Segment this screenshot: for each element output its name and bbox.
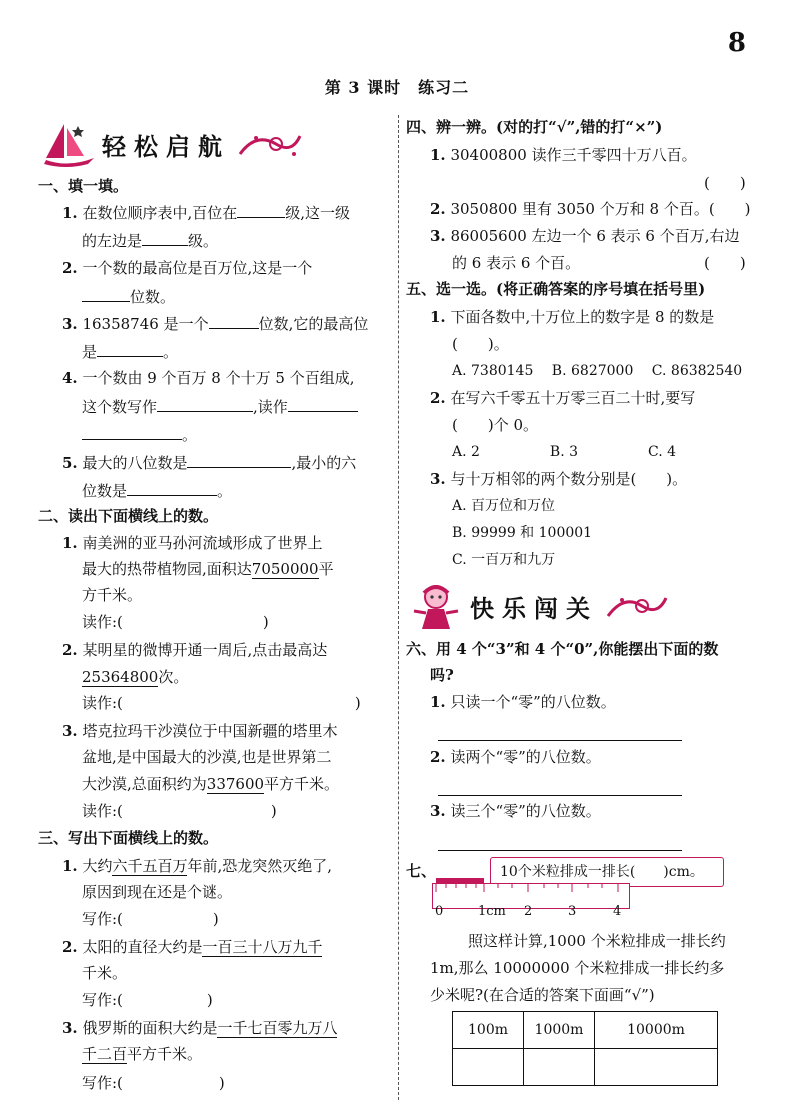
question-7-text-3: 少米呢?(在合适的答案下面画“√”) — [430, 986, 655, 1004]
underlined-words: 六千五百万 — [112, 857, 188, 875]
ruler-label-4: 4 — [613, 904, 622, 919]
answer-blank[interactable] — [237, 201, 285, 218]
answer-blank[interactable] — [209, 312, 259, 329]
question-1-2-cont: 位数。 — [82, 285, 175, 308]
read-answer-1: 读作:( ) — [82, 613, 269, 631]
section-5-title: 五、选一选。(将正确答案的序号填在括号里) — [406, 280, 706, 298]
question-1-4-cont2: 。 — [82, 423, 197, 446]
underlined-words: 一千七百零九万八 — [217, 1019, 338, 1037]
question-1-1-cont: 的左边是 级。 — [82, 229, 218, 252]
question-2-1-cont2: 方千米。 — [82, 586, 143, 604]
question-3-1-cont: 原因到现在还是个谜。 — [82, 883, 233, 901]
answer-blank[interactable] — [157, 395, 253, 412]
section-6-title: 六、用 4 个“3”和 4 个“0”,你能摆出下面的数 — [406, 640, 719, 658]
question-2-2: 2. 某明星的微博开通一周后,点击最高达 — [62, 641, 328, 659]
answer-blank[interactable] — [187, 451, 291, 468]
question-1-1: 1. 在数位顺序表中,百位在 级,这一级 — [62, 201, 350, 224]
question-3-3: 3. 俄罗斯的面积大约是一千七百零九万八 — [62, 1019, 338, 1037]
question-6-2: 2. 读两个“零”的八位数。 — [430, 748, 601, 766]
underlined-words: 一百三十八万九千 — [202, 938, 323, 956]
table-header-cell: 10000m — [595, 1012, 718, 1049]
underlined-number: 337600 — [206, 775, 265, 793]
question-6-3: 3. 读三个“零”的八位数。 — [430, 802, 601, 820]
question-4-3-cont: 的 6 表示 6 个百。 — [452, 254, 581, 272]
question-5-2-options: A. 2 B. 3 C. 4 — [452, 444, 677, 460]
ruler-label-3: 3 — [568, 904, 577, 919]
ruler-caption: 10个米粒排成一排长( )cm。 — [500, 864, 704, 880]
question-4-1: 1. 30400800 读作三千零四十万八百。 — [430, 146, 697, 164]
question-3-2: 2. 太阳的直径大约是一百三十八万九千 — [62, 938, 323, 956]
question-7-text: 照这样计算,1000 个米粒排成一排长约 — [468, 932, 726, 950]
question-5-2: 2. 在写六千零五十万零三百二十时,要写 — [430, 389, 696, 407]
section-3-title: 三、写出下面横线上的数。 — [38, 829, 219, 847]
question-2-3: 3. 塔克拉玛干沙漠位于中国新疆的塔里木 — [62, 722, 338, 740]
table-header-cell: 100m — [453, 1012, 524, 1049]
option-c: C. 一百万和九万 — [452, 552, 556, 568]
answer-line[interactable] — [438, 850, 682, 851]
question-1-2: 2. 一个数的最高位是百万位,这是一个 — [62, 259, 313, 277]
judge-paren-3[interactable]: ( ) — [704, 254, 746, 272]
underlined-words: 千二百 — [82, 1045, 128, 1063]
column-divider — [398, 115, 399, 1100]
section-7-title: 七、 — [406, 862, 437, 880]
question-3-1: 1. 大约六千五百万年前,恐龙突然灭绝了, — [62, 857, 333, 875]
banner-easy-start — [38, 118, 306, 170]
answer-blank[interactable] — [82, 423, 182, 440]
question-2-3-cont: 盆地,是中国最大的沙漠,也是世界第二 — [82, 748, 332, 766]
child-mascot-icon — [408, 581, 464, 631]
banner-title-right: 快乐闯关 — [470, 593, 598, 623]
answer-blank[interactable] — [82, 285, 130, 302]
answer-line[interactable] — [438, 795, 682, 796]
banner-title-left: 轻松启航 — [102, 131, 230, 161]
ruler-label-2: 2 — [524, 904, 533, 919]
question-2-3-cont2: 大沙漠,总面积约为337600平方千米。 — [82, 775, 340, 793]
question-2-1: 1. 南美洲的亚马孙河流域形成了世界上 — [62, 534, 323, 552]
question-3-2-cont: 千米。 — [82, 964, 128, 982]
write-answer-2: 写作:( ) — [82, 991, 213, 1009]
question-4-2: 2. 3050800 里有 3050 个万和 8 个百。( ) — [430, 200, 751, 218]
swirl-decoration-icon — [604, 586, 670, 626]
table-answer-cell[interactable] — [453, 1049, 524, 1086]
question-1-5: 5. 最大的八位数是 ,最小的六 — [62, 451, 356, 474]
sailboat-icon — [38, 120, 96, 168]
judge-paren-1[interactable]: ( ) — [704, 174, 746, 192]
question-5-1-paren[interactable]: ( )。 — [452, 335, 509, 353]
read-answer-3: 读作:( ) — [82, 802, 277, 820]
answer-line[interactable] — [438, 740, 682, 741]
question-5-3: 3. 与十万相邻的两个数分别是( )。 — [430, 470, 688, 488]
table-answer-cell[interactable] — [524, 1049, 595, 1086]
question-4-3: 3. 86005600 左边一个 6 表示 6 个百万,右边 — [430, 227, 740, 245]
question-7-text-2: 1m,那么 10000000 个米粒排成一排长约多 — [430, 959, 725, 977]
question-1-3: 3. 16358746 是一个 位数,它的最高位 — [62, 312, 368, 335]
answer-blank[interactable] — [142, 229, 188, 246]
answer-table — [452, 1011, 718, 1086]
question-5-1-options: A. 7380145 B. 6827000 C. 86382540 — [452, 363, 743, 379]
question-2-2-cont: 25364800次。 — [82, 668, 189, 686]
underlined-number: 7050000 — [251, 560, 319, 578]
swirl-decoration-icon — [236, 124, 306, 164]
underlined-number: 25364800 — [82, 668, 159, 686]
question-2-1-cont: 最大的热带植物园,面积达7050000平 — [82, 560, 334, 578]
option-a: A. 百万位和万位 — [452, 498, 556, 514]
page-number: 8 — [727, 28, 746, 58]
section-4-title: 四、辨一辨。(对的打“√”,错的打“×”) — [406, 118, 663, 136]
answer-blank[interactable] — [288, 395, 358, 412]
ruler-label-0: 0 — [435, 904, 444, 919]
section-6-title-cont: 吗? — [430, 666, 454, 684]
question-5-2-paren[interactable]: ( )个 0。 — [452, 416, 539, 434]
section-2-title: 二、读出下面横线上的数。 — [38, 507, 219, 525]
option-b: B. 99999 和 100001 — [452, 525, 593, 541]
answer-blank[interactable] — [97, 340, 163, 357]
question-1-3-cont: 是 。 — [82, 340, 178, 363]
section-1-title: 一、填一填。 — [38, 177, 129, 195]
question-5-1: 1. 下面各数中,十万位上的数字是 8 的数是 — [430, 308, 715, 326]
rice-grains-icon — [432, 878, 632, 896]
question-1-4-cont: 这个数写作 ,读作 — [82, 395, 358, 418]
banner-happy-challenge — [408, 580, 670, 632]
read-answer-2: 读作:( ) — [82, 694, 361, 712]
ruler-label-1: 1cm — [478, 904, 506, 919]
lesson-title: 第 3 课时 练习二 — [324, 78, 470, 97]
write-answer-1: 写作:( ) — [82, 910, 219, 928]
question-6-1: 1. 只读一个“零”的八位数。 — [430, 693, 616, 711]
question-1-4: 4. 一个数由 9 个百万 8 个十万 5 个百组成, — [62, 369, 355, 387]
question-3-3-cont: 千二百平方千米。 — [82, 1045, 203, 1063]
answer-blank[interactable] — [127, 479, 217, 496]
table-header-cell: 1000m — [524, 1012, 595, 1049]
question-1-5-cont: 位数是 。 — [82, 479, 232, 502]
write-answer-3: 写作:( ) — [82, 1074, 225, 1092]
table-answer-cell[interactable] — [595, 1049, 718, 1086]
